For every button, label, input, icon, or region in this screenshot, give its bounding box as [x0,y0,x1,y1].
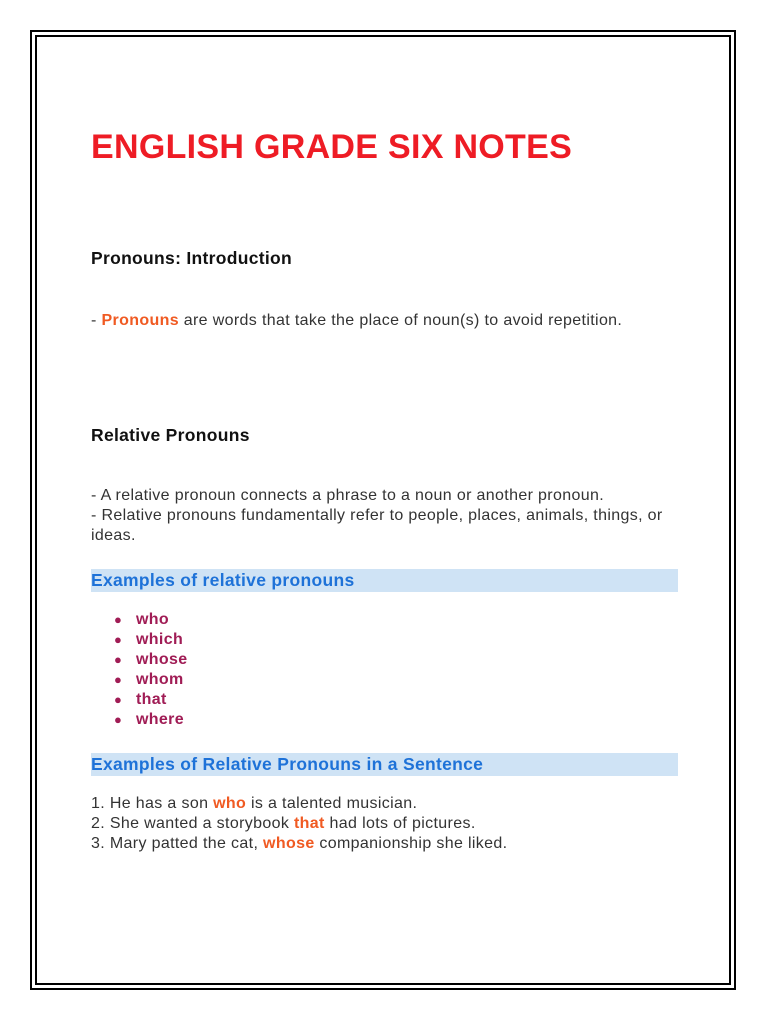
list-item-label: where [136,711,184,728]
sentence-line [91,814,681,834]
list-item [91,610,188,630]
sentence-before: 2. She wanted a storybook [91,815,294,832]
list-item [91,710,188,730]
pronouns-highlight: Pronouns [101,312,179,329]
bullet-icon: ● [114,632,123,647]
sentence-after: had lots of pictures. [324,815,476,832]
bullet-icon: ● [114,672,123,687]
sentence-after: is a talented musician. [246,795,418,812]
intro-paragraph [91,311,681,331]
intro-prefix: - [91,312,102,329]
intro-heading: Pronouns: Introduction [91,248,293,268]
list-item-label: that [136,691,167,708]
list-item-label: whom [136,671,184,688]
sentence-before: 1. He has a son [91,795,214,812]
list-item [91,650,188,670]
relative-pronoun-list [91,610,188,730]
intro-rest: are words that take the place of noun(s) to avoid repetition. [178,312,623,329]
list-item-label: which [136,631,184,648]
list-item [91,670,188,690]
list-item [91,630,188,650]
bullet-icon: ● [114,612,123,627]
sentence-before: 3. Mary patted the cat, [91,835,264,852]
document-title: ENGLISH GRADE SIX NOTES [91,128,573,166]
list-item-label: whose [136,651,188,668]
bullet-icon: ● [114,652,123,667]
relative-line-1: - A relative pronoun connects a phrase to a noun or another pronoun. [91,487,605,504]
list-item [91,690,188,710]
sentence-line [91,794,681,814]
relative-heading: Relative Pronouns [91,425,250,445]
examples-heading: Examples of relative pronouns [91,569,678,592]
bullet-icon: ● [114,692,123,707]
relative-line-2: - Relative pronouns fundamentally refer to people, places, animals, things, or ideas. [91,507,663,544]
sentence-after: companionship she liked. [314,835,508,852]
example-sentences [91,794,681,854]
sentence-highlight: who [213,795,247,812]
list-item-label: who [136,611,170,628]
bullet-icon: ● [114,712,123,727]
sentence-highlight: whose [263,835,315,852]
sentence-highlight: that [294,815,325,832]
sentences-heading: Examples of Relative Pronouns in a Sentence [91,753,678,776]
sentence-line [91,834,681,854]
